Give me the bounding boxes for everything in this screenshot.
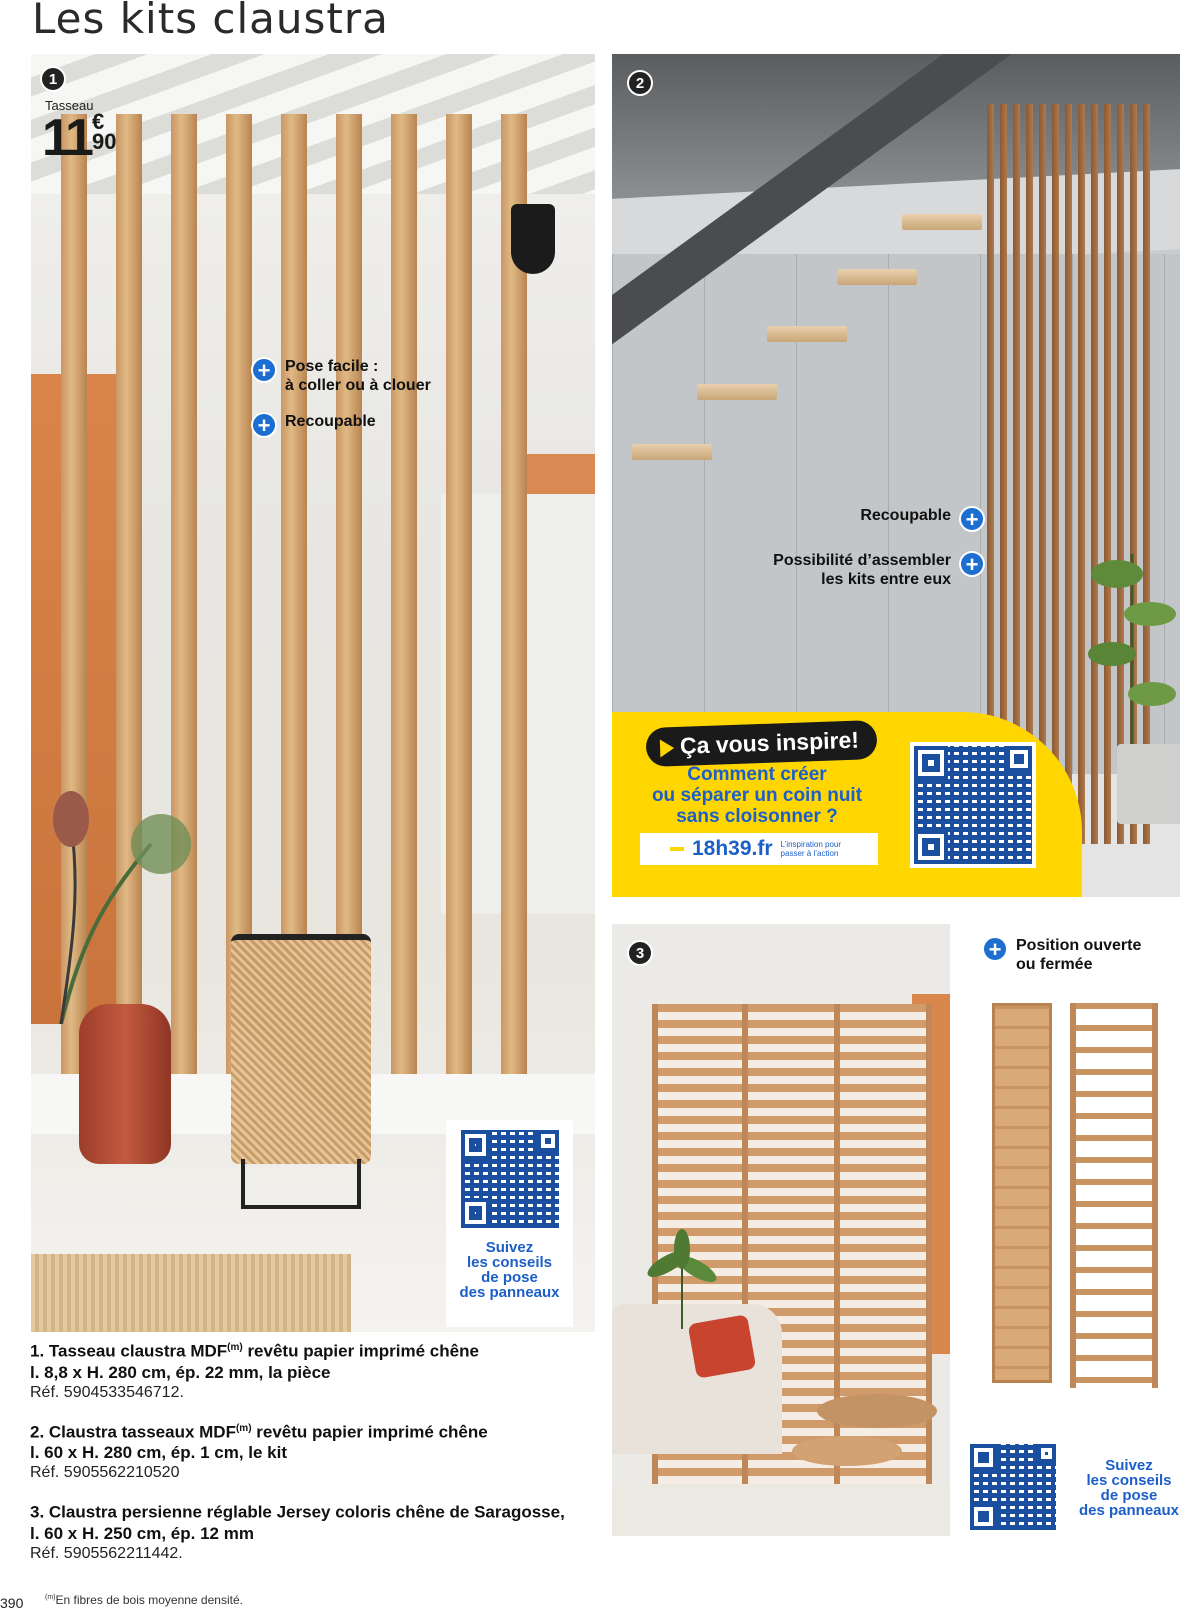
- description-title: 1. Tasseau claustra MDF$^{(m)}$ revêtu papier imprimé chêne l. 8,8 x H. 280 cm, ép. 22 mm, la pièce: [30, 1341, 479, 1382]
- plus-icon: +: [959, 506, 985, 532]
- feature-text: Recoupable: [860, 507, 951, 524]
- product3-photo: [612, 924, 950, 1536]
- feature-assemble-kits: [773, 551, 985, 589]
- panel-divider: [834, 1004, 840, 1504]
- rattan-lamp: [231, 934, 371, 1164]
- feature-cuttable: [251, 412, 376, 438]
- product-descriptions: [30, 1337, 600, 1579]
- product-number-badge-1: 1: [40, 66, 66, 92]
- page-number: 390: [0, 1595, 24, 1611]
- description-title: 3. Claustra persienne réglable Jersey coloris chêne de Saragosse, l. 60 x H. 250 cm, ép. 12 mm: [30, 1502, 565, 1543]
- description-ref: Réf. 5904533546712.: [30, 1383, 184, 1401]
- qr-card-product1: [446, 1120, 573, 1327]
- description-item: [30, 1418, 600, 1484]
- product-number-badge-3: 3: [627, 940, 653, 966]
- stair-step: [697, 384, 777, 400]
- plant-pot: [1117, 744, 1180, 824]
- feature-text: Recoupable: [285, 413, 376, 430]
- panel-closed-view: [992, 1003, 1052, 1383]
- inspire-banner: Ça vous inspire!: [645, 720, 877, 767]
- plus-icon: +: [982, 936, 1008, 962]
- price-currency: €: [91, 109, 105, 134]
- terracotta-vase: [79, 1004, 171, 1164]
- feature-text: Position ouverte ou fermée: [1016, 937, 1142, 973]
- plus-icon: +: [959, 551, 985, 577]
- dried-flowers: [41, 784, 221, 1024]
- brand-name: 18h39.fr: [692, 837, 773, 860]
- stair-step: [767, 326, 847, 342]
- rattan-cabinet: [31, 1254, 351, 1332]
- footnote: $^{(m)}$En fibres de bois moyenne densité.: [45, 1593, 243, 1607]
- description-title: 2. Claustra tasseaux MDF$^{(m)}$ revêtu papier imprimé chêne l. 60 x H. 280 cm, ép. 1 cm, le kit: [30, 1422, 488, 1463]
- description-item: [30, 1498, 600, 1564]
- qr-code-icon[interactable]: [970, 1444, 1056, 1530]
- panel-open-view: [1070, 1003, 1158, 1388]
- brand-tagline: L’inspiration pour passer à l’action: [780, 840, 842, 858]
- price-label: Tasseau: [45, 98, 94, 113]
- price-integer: 11: [42, 109, 91, 167]
- lamp-stand: [241, 1159, 361, 1209]
- inspire-question: Comment créer ou séparer un coin nuit sans cloisonner ?: [651, 764, 863, 827]
- feature-text: Possibilité d’assembler les kits entre eux: [773, 552, 951, 588]
- description-ref: Réf. 5905562210520: [30, 1464, 180, 1482]
- qr-card-product3: [966, 1440, 1060, 1534]
- brand-logo[interactable]: [640, 833, 878, 865]
- potted-plant: [1082, 514, 1180, 754]
- stair-step: [902, 214, 982, 230]
- stair-step: [632, 444, 712, 460]
- stair-step: [837, 269, 917, 285]
- plant: [637, 1229, 727, 1329]
- plus-icon: +: [251, 357, 277, 383]
- price-decimals: 90: [91, 129, 117, 154]
- qr-caption: Suivez les conseils de pose des panneaux: [1078, 1457, 1180, 1519]
- product-number-badge-2: 2: [627, 70, 653, 96]
- page-title: Les kits claustra: [32, 0, 389, 43]
- rug: [612, 1484, 950, 1536]
- dash-icon: [670, 847, 684, 851]
- coffee-table: [817, 1394, 937, 1428]
- qr-card-inspire: [910, 742, 1036, 868]
- description-ref: Réf. 5905562211442.: [30, 1544, 183, 1562]
- feature-easy-install: [251, 357, 431, 395]
- qr-caption: Suivez les conseils de pose des panneaux: [459, 1239, 560, 1301]
- qr-code-icon[interactable]: [461, 1130, 559, 1228]
- ceiling-spotlight: [511, 204, 555, 274]
- plus-icon: +: [251, 412, 277, 438]
- feature-text: Pose facile : à coller ou à clouer: [285, 358, 431, 394]
- price: [42, 109, 117, 167]
- feature-cuttable-2: [860, 506, 985, 532]
- inspiration-block: [612, 712, 1082, 897]
- qr-code-icon[interactable]: [914, 746, 1032, 864]
- coffee-table-low: [792, 1436, 902, 1466]
- description-item: [30, 1337, 600, 1403]
- feature-open-closed: [982, 936, 1141, 974]
